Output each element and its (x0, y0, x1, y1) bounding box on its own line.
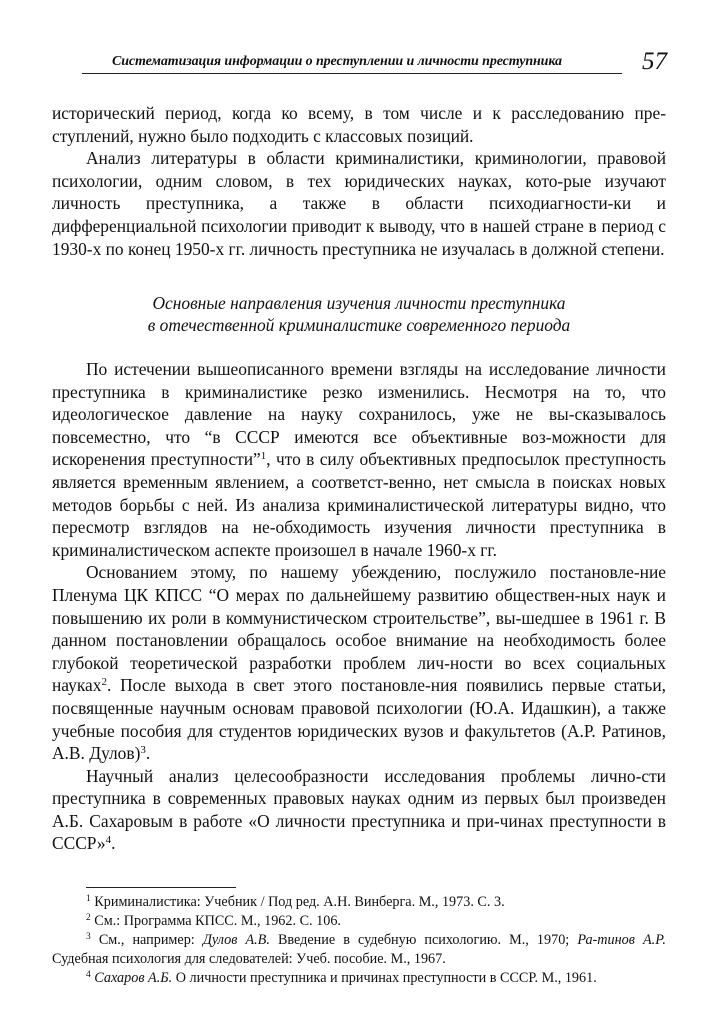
section-heading (52, 292, 666, 336)
page-number: 57 (642, 48, 667, 75)
footnote-ref-4[interactable]: 4 (105, 834, 112, 847)
paragraph-4-part-a: Основанием этому, по нашему убеждению, послужило постановле-ние Пленума ЦК КПСС “О мерах по дальнейшему развитию обществен-ных наук и повышению их роли в коммунистическом строительстве”, вы-шедшее в 1961 г. В данном постановлении обращалось особое внимание на необходимость более глубокой теоретической разработки проблем лич-ности во всех социальных науках (52, 562, 666, 696)
footnote-1-number: 1 (86, 894, 91, 904)
paragraph-1: исторический период, когда ко всему, в том числе и к расследованию пре-ступлений, нужно было подходить с классовых позиций. (52, 103, 666, 146)
paragraph-3-part-a: По истечении вышеописанного времени взгляды на исследование личности преступника в криминалистике резко изменились. Несмотря на то, что идеологическое давление на науку сохранилось, уже не вы-сказывалось повсеместно, что “в СССР имеются все объективные воз-можности для искоренения преступности” (52, 359, 666, 470)
running-title: Систематизация информации о преступлении и личности преступника (112, 54, 562, 69)
footnote-ref-3[interactable]: 3 (140, 744, 146, 757)
running-header (82, 50, 667, 80)
paragraph-4 (52, 561, 666, 764)
footnotes (52, 893, 666, 988)
footnote-1 (52, 893, 666, 912)
intro-text (52, 102, 666, 260)
paragraph-3 (52, 358, 666, 561)
main-text (52, 358, 666, 855)
footnote-3-pre: См., например: (98, 932, 203, 948)
paragraph-5-part-a: Научный анализ целесообразности исследования проблемы лично-сти преступника в современных правовых науках одним из первых был произведен А.Б. Сахаровым в работе «О личности преступника и при-чинах преступности в СССР» (52, 765, 666, 854)
footnote-2-number: 2 (86, 913, 91, 923)
footnote-2-text: См.: Программа КПСС. М., 1962. С. 106. (94, 913, 341, 929)
footnote-3-author-2: Ра-тинов А.Р. (577, 932, 666, 948)
paragraph-4-part-b: . После выхода в свет этого постановле-ния появились первые статьи, посвященные научным основам правовой психологии (Ю.А. Идашкин), а также учебные пособия для студентов юридических вузов и факультетов (А.Р. Ратинов, А.В. Дулов) (52, 675, 666, 764)
footnote-3-mid: Введение в судебную психологию. М., 1970; (269, 932, 578, 948)
footnote-3-post: Судебная психология для следователей: Учеб. пособие. М., 1967. (52, 951, 446, 967)
footnote-3-author-1: Дулов А.В. (202, 932, 270, 948)
footnote-4-text: О личности преступника и причинах преступности в СССР. М., 1961. (172, 970, 597, 986)
footnote-1-text: Криминалистика: Учебник / Под ред. А.Н. Винберга. М., 1973. С. 3. (94, 894, 505, 910)
paragraph-5 (52, 765, 666, 855)
section-heading-line-2: в отечественной криминалистике современного периода (147, 315, 571, 335)
header-rule (82, 73, 622, 74)
paragraph-2: Анализ литературы в области криминалистики, криминологии, правовой психологии, одним словом, в тех юридических науках, кото-рые изучают личность преступника, а также в области психодиагности-ки и дифференциальной психологии приводит к выводу, что в нашей стране в период с 1930-х по конец 1950-х гг. личность преступника не изучалась в должной степени. (52, 148, 666, 259)
section-heading-line-1: Основные направления изучения личности преступника (152, 293, 566, 313)
paragraph-3-part-b: , что в силу объективных предпосылок преступность является временным явлением, а соответст-венно, нет смысла в поисках новых методов борьбы с ней. Из анализа криминалистической литературы видно, что пересмотр взглядов на не-обходимость изучения личности преступника в криминалистическом аспекте произошел в начале 1960-х гг. (52, 449, 666, 560)
footnote-2 (52, 912, 666, 931)
footnote-4-author: Сахаров А.Б. (94, 970, 173, 986)
footnote-ref-2[interactable]: 2 (101, 676, 107, 689)
footnote-3-number: 3 (86, 932, 91, 942)
footnote-ref-1[interactable]: 1 (260, 450, 267, 463)
paragraph-4-part-c: . (145, 743, 151, 764)
footnote-3 (52, 931, 666, 969)
footnote-separator (86, 887, 236, 888)
footnote-4 (52, 969, 666, 988)
paragraph-5-part-b: . (111, 833, 116, 854)
footnote-4-number: 4 (86, 970, 91, 980)
